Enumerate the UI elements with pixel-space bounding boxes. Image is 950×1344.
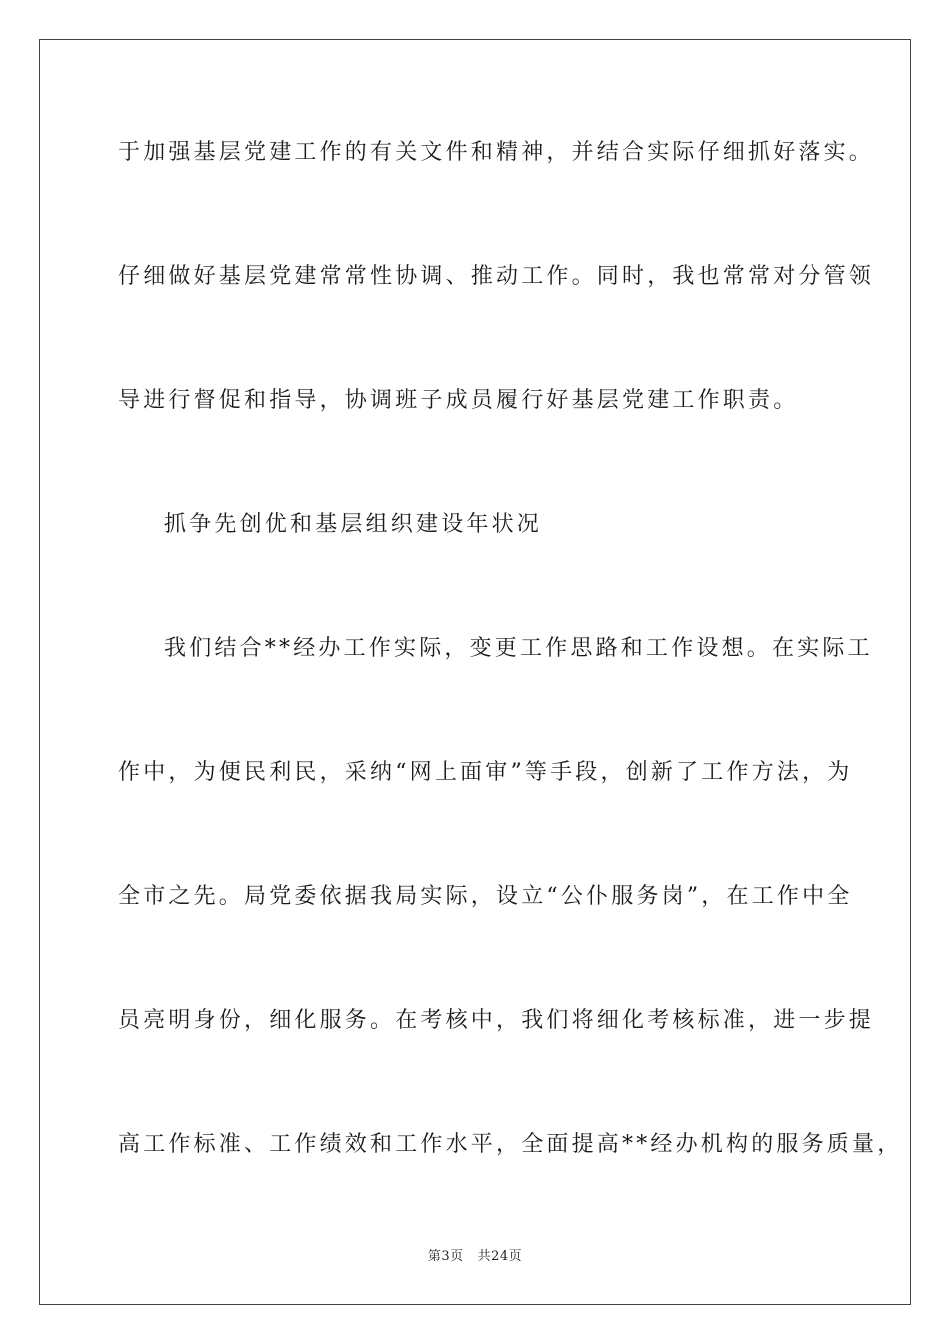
text-line-6: 作中，为便民利民，采纳“网上面审”等手段，创新了工作方法，为 [118,760,853,785]
section-heading: 抓争先创优和基层组织建设年状况 [164,512,543,537]
text-line-2: 仔细做好基层党建常常性协调、推动工作。同时，我也常常对分管领 [118,264,875,289]
total-pages: 共24页 [477,1249,523,1264]
text-line-8: 员亮明身份，细化服务。在考核中，我们将细化考核标准，进一步提 [118,1008,875,1033]
text-line-1: 于加强基层党建工作的有关文件和精神，并结合实际仔细抓好落实。 [118,140,875,165]
page-number: 第3页 [427,1249,464,1264]
text-line-3: 导进行督促和指导，协调班子成员履行好基层党建工作职责。 [118,388,799,413]
page-frame [39,39,911,1305]
page-footer [0,1248,950,1266]
text-line-5: 我们结合**经办工作实际，变更工作思路和工作设想。在实际工 [164,636,873,661]
text-line-9: 高工作标准、工作绩效和工作水平，全面提高**经办机构的服务质量， [118,1132,903,1157]
text-line-7: 全市之先。局党委依据我局实际，设立“公仆服务岗”，在工作中全 [118,884,853,909]
